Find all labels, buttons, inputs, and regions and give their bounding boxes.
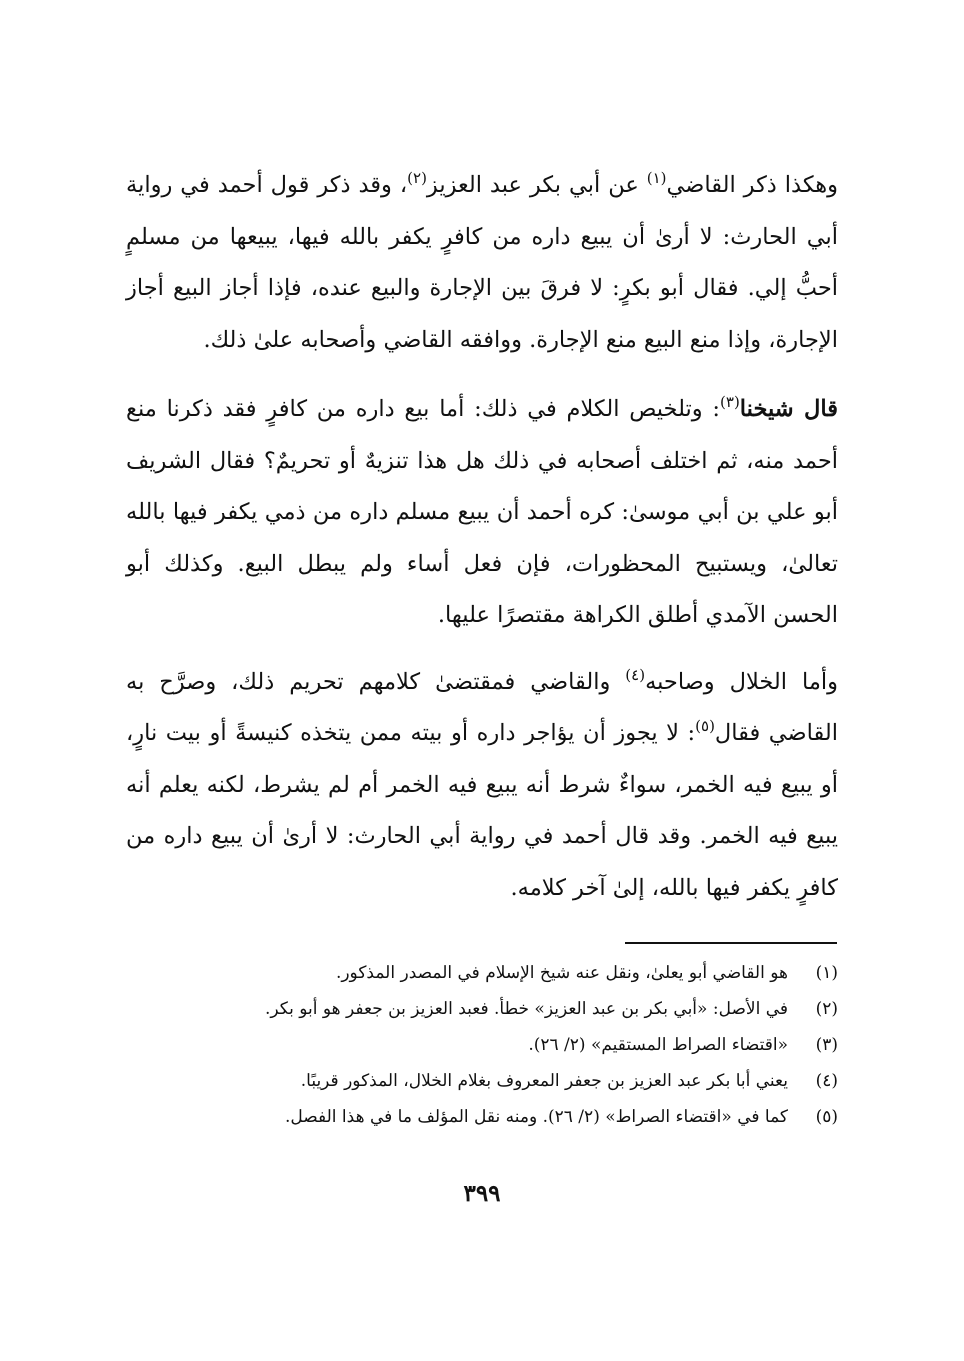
footnote-4 (126, 1063, 838, 1099)
footnote-number: (٤) (815, 1071, 838, 1091)
paragraph-3 (126, 657, 838, 915)
footnote-3 (126, 1027, 838, 1063)
footnote-number: (١) (815, 963, 838, 983)
footnote-text: يعني أبا بكر عبد العزيز بن جعفر المعروف بغلام الخلال، المذكور قريبًا. (300, 1071, 788, 1091)
main-text (126, 160, 838, 929)
footnote-text: هو القاضي أبو يعلىٰ، ونقل عنه شيخ الإسلام في المصدر المذكور. (335, 963, 788, 983)
footnote-ref-1[interactable]: (١) (646, 169, 667, 187)
footnote-ref-2[interactable]: (٢) (407, 169, 427, 187)
footnote-1 (126, 955, 838, 991)
footnote-ref-5[interactable]: (٥) (695, 717, 715, 735)
footnote-text: كما في «اقتضاء الصراط» (٢/ ٢٦). ومنه نقل المؤلف ما في هذا الفصل. (285, 1107, 788, 1127)
footnote-number: (٣) (815, 1035, 838, 1055)
paragraph-3-segment-3: والقاضي فمقتضىٰ كلامهم تحريم ذلك، وصرَّح به القاضي فقال (126, 668, 839, 746)
paragraph-2-segment-3: : وتلخيص الكلام في ذلك: أما بيع داره من كافرٍ فقد ذكرنا منع أحمد منه، ثم اختلف أصحابه في ذلك هل هذا تنزيهٌ أو تحريمٌ؟ فقال الشريف أبو علي بن أبي موسىٰ: كره أحمد أن يبيع مسلم داره من ذمي يكفر فيها بالله تعالىٰ، ويستبيح المحظورات، فإن فعل أساء ولم يبطل البيع. وكذلك أبو الحسن الآمدي أطلق الكراهة مقتصرًا عليها. (126, 396, 838, 628)
footnote-text: في الأصل: «أبي بكر بن عبد العزيز» خطأ. فعبد العزيز بن جعفر هو أبو بكر. (264, 999, 788, 1019)
footnote-number: (٥) (815, 1107, 838, 1127)
paragraph-2 (126, 384, 838, 642)
paragraph-3-segment-5: : لا يجوز أن يؤاجر داره أو بيته ممن يتخذه كنيسةً أو بيت نارٍ، أو يبيع فيه الخمر، سواءٌ شرط أنه يبيع فيه الخمر أم لم يشرط، لكنه يعلم أنه يبيع فيه الخمر. وقد قال أحمد في رواية أبي الحارث: لا أرىٰ أن يبيع داره من كافرٍ يكفر فيها بالله، إلىٰ آخر كلامه. (126, 720, 838, 901)
footnote-divider (625, 942, 837, 944)
footnote-5 (126, 1099, 838, 1135)
footnotes (126, 955, 838, 1135)
paragraph-1-segment-3: عن أبي بكر عبد العزيز (426, 172, 647, 198)
footnote-2 (126, 991, 838, 1027)
paragraph-1 (126, 160, 838, 366)
footnote-ref-4[interactable]: (٤) (625, 665, 646, 684)
footnote-text: «اقتضاء الصراط المستقيم» (٢/ ٢٦). (528, 1035, 788, 1055)
footnote-ref-3[interactable]: (٣) (720, 393, 740, 411)
paragraph-2-lead: قال شيخنا (739, 396, 839, 422)
paragraph-1-segment-1: وهكذا ذكر القاضي (666, 172, 839, 198)
footnote-number: (٢) (815, 999, 838, 1019)
page-number: ٣٩٩ (463, 1180, 501, 1207)
paragraph-3-segment-1: وأما الخلال وصاحبه (645, 668, 838, 695)
paragraph-1-segment-5: ، وقد ذكر قول أحمد في رواية أبي الحارث: لا أرىٰ أن يبيع داره من كافرٍ يكفر بالله فيها، يبيعها من مسلمٍ أحبُّ إلي. فقال أبو بكرٍ: لا فرقَ بين الإجارة والبيع عنده، فإذا أجاز البيع أجاز الإجارة، وإذا منع البيع منع الإجارة. ووافقه القاضي وأصحابه علىٰ ذلك. (126, 172, 838, 353)
